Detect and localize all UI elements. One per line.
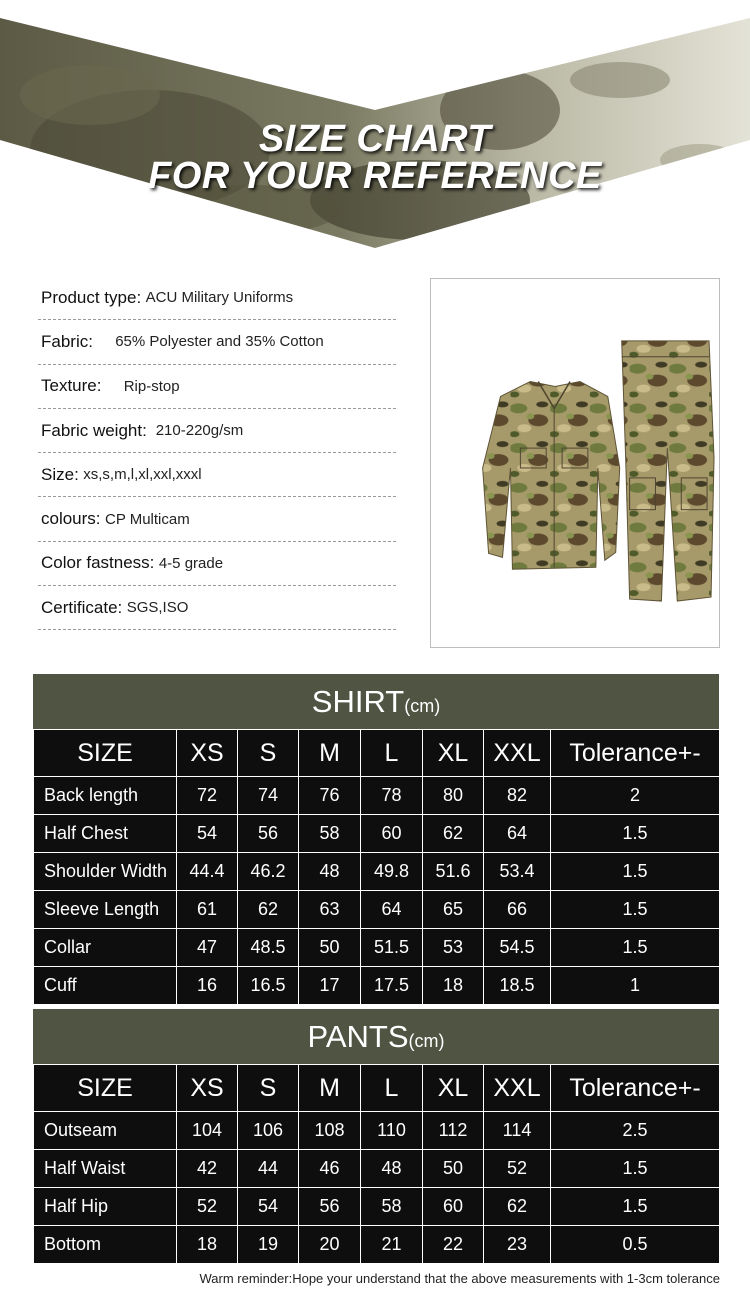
table-cell: 17.5 (361, 967, 423, 1005)
table-row (34, 967, 720, 1005)
table-cell: 19 (238, 1226, 299, 1264)
measurement-name: Cuff (34, 967, 177, 1005)
table-cell: 16 (177, 967, 238, 1005)
table-cell: 1.5 (551, 1150, 720, 1188)
table-cell: 106 (238, 1112, 299, 1150)
table-cell: 72 (177, 777, 238, 815)
header-cell: S (238, 1065, 299, 1112)
table-cell: 104 (177, 1112, 238, 1150)
table-cell: 62 (484, 1188, 551, 1226)
header-cell: XS (177, 1065, 238, 1112)
table-cell: 58 (299, 815, 361, 853)
table-row (34, 1150, 720, 1188)
table-cell: 112 (423, 1112, 484, 1150)
tolerance-reminder: Warm reminder:Hope your understand that the above measurements with 1-3cm tolerance (199, 1271, 720, 1286)
header-cell: S (238, 730, 299, 777)
shirt-size-table (33, 729, 720, 1005)
table-cell: 48.5 (238, 929, 299, 967)
header-cell: L (361, 730, 423, 777)
table-cell: 65 (423, 891, 484, 929)
table-cell: 1.5 (551, 929, 720, 967)
table-cell: 60 (423, 1188, 484, 1226)
spec-row: Fabric: 65% Polyester and 35% Cotton (38, 320, 396, 364)
header-cell: M (299, 730, 361, 777)
table-cell: 114 (484, 1112, 551, 1150)
table-cell: 53.4 (484, 853, 551, 891)
header-cell: Tolerance+- (551, 730, 720, 777)
header-cell: SIZE (34, 730, 177, 777)
measurement-name: Outseam (34, 1112, 177, 1150)
table-row (34, 891, 720, 929)
table-row (34, 929, 720, 967)
header-cell: XS (177, 730, 238, 777)
table-cell: 52 (484, 1150, 551, 1188)
table-cell: 63 (299, 891, 361, 929)
table-cell: 1.5 (551, 815, 720, 853)
table-cell: 54.5 (484, 929, 551, 967)
table-cell: 82 (484, 777, 551, 815)
pants-title: PANTS (307, 1019, 409, 1054)
table-cell: 56 (238, 815, 299, 853)
spec-row: Size: xs,s,m,l,xl,xxl,xxxl (38, 453, 396, 497)
table-cell: 18 (177, 1226, 238, 1264)
table-cell: 62 (423, 815, 484, 853)
table-cell: 20 (299, 1226, 361, 1264)
table-cell: 1.5 (551, 853, 720, 891)
header-cell: Tolerance+- (551, 1065, 720, 1112)
table-row (34, 815, 720, 853)
table-cell: 2.5 (551, 1112, 720, 1150)
table-cell: 54 (177, 815, 238, 853)
table-cell: 47 (177, 929, 238, 967)
header-banner (0, 0, 750, 250)
measurement-name: Collar (34, 929, 177, 967)
table-cell: 58 (361, 1188, 423, 1226)
table-cell: 62 (238, 891, 299, 929)
table-cell: 44 (238, 1150, 299, 1188)
shirt-title: SHIRT (311, 684, 405, 719)
table-cell: 44.4 (177, 853, 238, 891)
table-cell: 78 (361, 777, 423, 815)
camo-uniform-image (431, 279, 719, 647)
table-cell: 52 (177, 1188, 238, 1226)
table-cell: 1.5 (551, 1188, 720, 1226)
table-cell: 1 (551, 967, 720, 1005)
table-cell: 50 (299, 929, 361, 967)
table-cell: 66 (484, 891, 551, 929)
table-cell: 53 (423, 929, 484, 967)
table-row (34, 1226, 720, 1264)
spec-row: Texture: Rip-stop (38, 365, 396, 409)
spec-row: colours: CP Multicam (38, 497, 396, 541)
table-cell: 18.5 (484, 967, 551, 1005)
table-row (34, 1188, 720, 1226)
table-cell: 42 (177, 1150, 238, 1188)
table-cell: 64 (484, 815, 551, 853)
shirt-unit: (cm) (404, 696, 441, 716)
table-row (34, 853, 720, 891)
table-cell: 50 (423, 1150, 484, 1188)
spec-row: Certificate: SGS,ISO (38, 586, 396, 630)
banner-title-line1: SIZE CHART (258, 118, 492, 160)
table-cell: 74 (238, 777, 299, 815)
table-cell: 16.5 (238, 967, 299, 1005)
pants-size-table (33, 1064, 720, 1264)
table-header-row (34, 1065, 720, 1112)
table-cell: 48 (299, 853, 361, 891)
table-row (34, 777, 720, 815)
table-cell: 64 (361, 891, 423, 929)
table-cell: 61 (177, 891, 238, 929)
header-cell: XL (423, 730, 484, 777)
measurement-name: Half Waist (34, 1150, 177, 1188)
shirt-section-header (33, 674, 719, 729)
header-cell: SIZE (34, 1065, 177, 1112)
product-specs (38, 276, 396, 630)
table-header-row (34, 730, 720, 777)
measurement-name: Shoulder Width (34, 853, 177, 891)
measurement-name: Bottom (34, 1226, 177, 1264)
table-cell: 18 (423, 967, 484, 1005)
table-cell: 76 (299, 777, 361, 815)
table-cell: 21 (361, 1226, 423, 1264)
table-cell: 56 (299, 1188, 361, 1226)
header-cell: XXL (484, 1065, 551, 1112)
table-cell: 2 (551, 777, 720, 815)
header-cell: XL (423, 1065, 484, 1112)
measurement-name: Half Hip (34, 1188, 177, 1226)
spec-row: Color fastness: 4-5 grade (38, 542, 396, 586)
table-cell: 60 (361, 815, 423, 853)
table-cell: 54 (238, 1188, 299, 1226)
table-cell: 51.6 (423, 853, 484, 891)
table-cell: 49.8 (361, 853, 423, 891)
measurement-name: Half Chest (34, 815, 177, 853)
measurement-name: Back length (34, 777, 177, 815)
spec-row: Product type: ACU Military Uniforms (38, 276, 396, 320)
table-cell: 51.5 (361, 929, 423, 967)
spec-row: Fabric weight: 210-220g/sm (38, 409, 396, 453)
product-photo (430, 278, 720, 648)
table-cell: 80 (423, 777, 484, 815)
table-cell: 108 (299, 1112, 361, 1150)
banner-title-line2: FOR YOUR REFERENCE (148, 155, 602, 197)
table-cell: 110 (361, 1112, 423, 1150)
header-cell: M (299, 1065, 361, 1112)
table-cell: 22 (423, 1226, 484, 1264)
table-cell: 23 (484, 1226, 551, 1264)
measurement-name: Sleeve Length (34, 891, 177, 929)
header-cell: XXL (484, 730, 551, 777)
table-cell: 17 (299, 967, 361, 1005)
pants-section-header (33, 1009, 719, 1064)
table-cell: 46 (299, 1150, 361, 1188)
table-cell: 0.5 (551, 1226, 720, 1264)
header-cell: L (361, 1065, 423, 1112)
table-row (34, 1112, 720, 1150)
pants-unit: (cm) (408, 1031, 445, 1051)
table-cell: 48 (361, 1150, 423, 1188)
table-cell: 46.2 (238, 853, 299, 891)
table-cell: 1.5 (551, 891, 720, 929)
